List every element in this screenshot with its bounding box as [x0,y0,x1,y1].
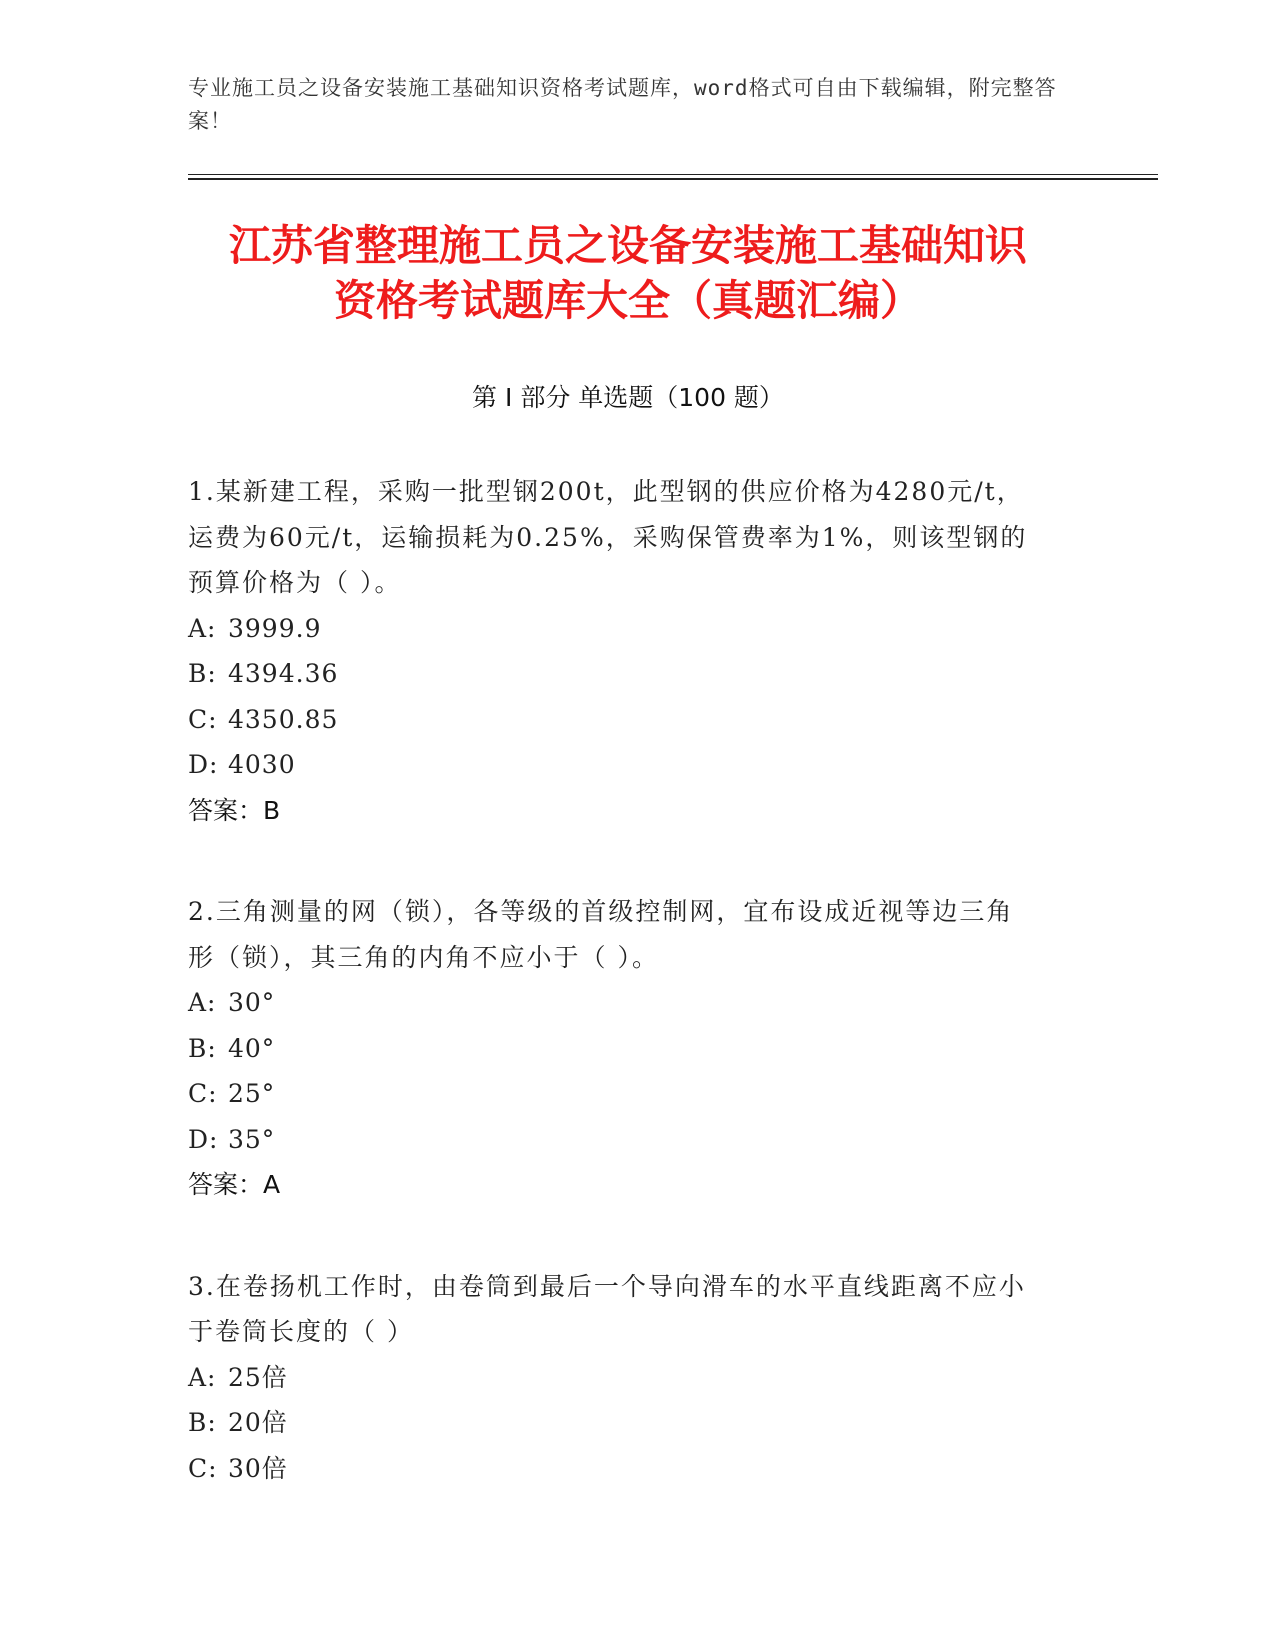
option-d [188,742,1158,788]
option-b [188,1400,1158,1446]
intro-text: 专业施工员之设备安装施工基础知识资格考试题库，word格式可自由下载编辑，附完整答案！ [188,76,1057,133]
option-d [188,1117,1158,1163]
option-c [188,1071,1158,1117]
option-key: A: [188,613,217,643]
option-key: C: [188,704,218,734]
option-value: 30° [228,988,276,1017]
question-text: 2.三角测量的网（锁），各等级的首级控制网，宜布设成近视等边三角形（锁），其三角的内角不应小于（ ）。 [188,897,1014,972]
option-a [188,980,1158,1026]
option-value: 20倍 [228,1408,288,1437]
question-3 [188,1264,1158,1492]
option-value: 4030 [228,750,296,779]
option-value: 25° [228,1079,276,1108]
option-key: A: [188,988,217,1017]
option-c [188,697,1158,743]
document-title [188,218,1068,328]
option-key: C: [188,1079,218,1108]
document-page [188,72,1158,1491]
option-key: B: [188,659,217,688]
question-text: 3.在卷扬机工作时，由卷筒到最后一个导向滑车的水平直线距离不应小于卷筒长度的（ ） [188,1271,1026,1346]
section-heading: 第 I 部分 单选题（100 题） [472,383,784,412]
option-key: A: [188,1362,217,1392]
option-a [188,606,1158,652]
answer-text: 答案：B [188,795,281,825]
question-text: 1.某新建工程，采购一批型钢200t，此型钢的供应价格为4280元/t，运费为60元/t，运输损耗为0.25%，采购保管费率为1%，则该型钢的预算价格为（ ）。 [188,477,1028,597]
question-2 [188,889,1158,1208]
option-b [188,651,1158,697]
option-value: 40° [228,1033,276,1063]
option-key: C: [188,1453,218,1483]
option-key: D: [188,750,219,779]
option-value: 30倍 [228,1453,288,1483]
option-key: B: [188,1033,217,1063]
option-c [188,1446,1158,1492]
title-line-1: 江苏省整理施工员之设备安装施工基础知识 [228,221,1027,270]
option-key: D: [188,1124,219,1154]
option-value: 25倍 [228,1362,288,1392]
header-divider [188,174,1158,180]
option-b [188,1026,1158,1072]
answer-text: 答案：A [188,1170,281,1199]
option-value: 3999.9 [228,613,322,643]
option-value: 35° [228,1124,276,1154]
question-list [188,469,1158,1491]
option-value: 4350.85 [228,704,339,734]
option-key: B: [188,1408,217,1437]
title-line-2: 资格考试题库大全（真题汇编） [333,276,922,325]
option-a [188,1355,1158,1401]
question-1 [188,469,1158,833]
option-value: 4394.36 [228,659,339,688]
